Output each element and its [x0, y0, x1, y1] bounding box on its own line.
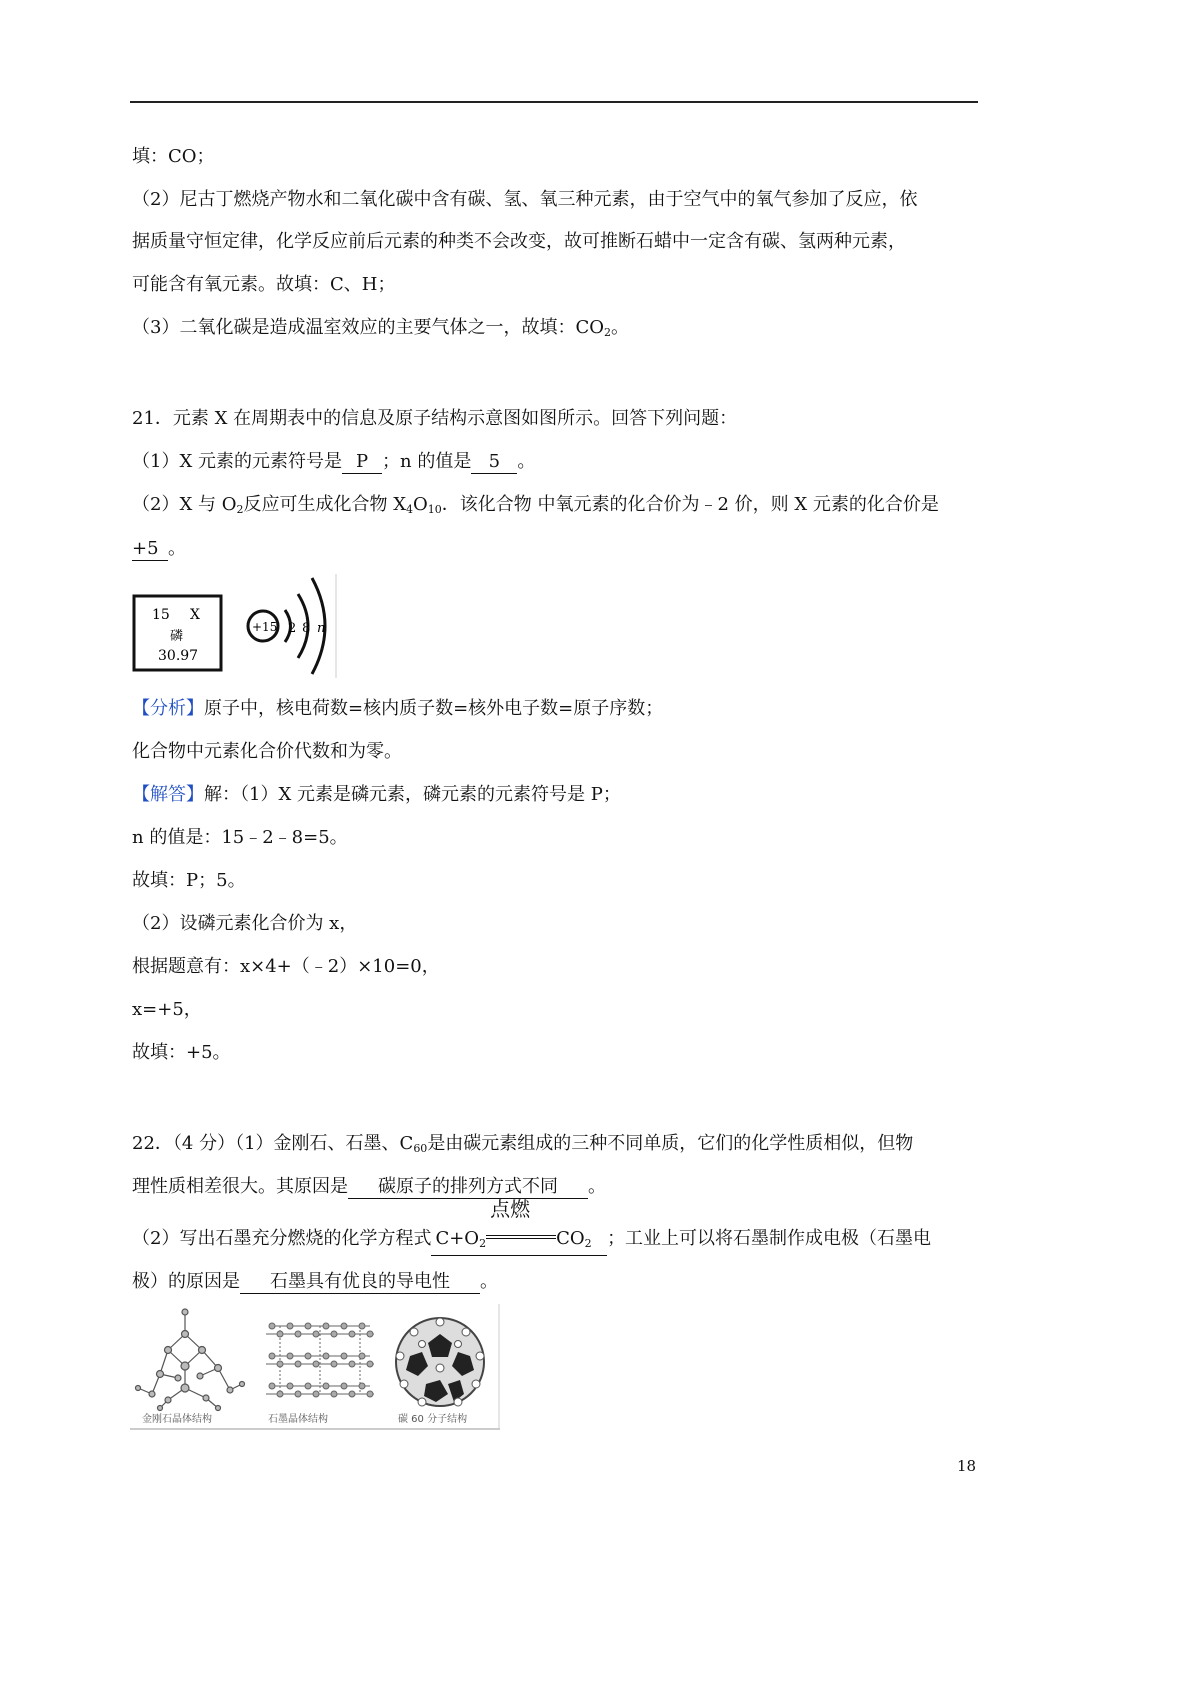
text: （2）X 与 O: [132, 494, 237, 515]
solution-line: [132, 782, 621, 808]
question-22-part-2-line-2: [132, 1269, 498, 1295]
question-21: 21．元素 X 在周期表中的信息及原子结构示意图如图所示。回答下列问题：: [132, 408, 738, 429]
atomic-number: 15: [152, 607, 170, 623]
text-line: n 的值是：15﹣2﹣8=5。: [132, 827, 348, 848]
text-line: （2）尼古丁燃烧产物水和二氧化碳中含有碳、氢、氧三种元素，由于空气中的氧气参加了反应，依: [132, 189, 918, 210]
eq-right: CO: [556, 1228, 585, 1249]
text-line: x=+5，: [132, 999, 202, 1020]
answer-blank: 碳原子的排列方式不同: [348, 1176, 588, 1199]
caption-graphite: 石墨晶体结构: [268, 1414, 328, 1425]
text-line: 故填：+5。: [132, 1042, 231, 1063]
analysis-tag: 【分析】: [132, 698, 204, 719]
question-21-part-1: [132, 449, 535, 475]
analysis-line: [132, 696, 663, 722]
solution-tag: 【解答】: [132, 784, 204, 805]
question-22-line-2: [132, 1174, 606, 1200]
text: 。: [610, 317, 629, 338]
condition-label: 点燃: [490, 1197, 531, 1221]
text-line: 故填：P；5。: [132, 870, 246, 891]
atomic-mass: 30.97: [158, 648, 199, 664]
text-line: 填：CO；: [132, 146, 215, 167]
text: 是由碳元素组成的三种不同单质，它们的化学性质相似，但物: [427, 1133, 914, 1154]
text-line: （2）设磷元素化合价为 x，: [132, 913, 358, 934]
shell-electrons-3: n: [317, 621, 326, 636]
text-line: 化合物中元素化合价代数和为零。: [132, 741, 402, 762]
text: 极）的原因是: [132, 1271, 240, 1292]
caption-c60: 碳 60 分子结构: [398, 1414, 468, 1425]
text: 。: [168, 538, 186, 559]
text-line: 根据题意有：x×4+（﹣2）×10=0，: [132, 956, 440, 977]
text: ；工业上可以将石墨制作成电极（石墨电: [607, 1228, 932, 1249]
text: （3）二氧化碳是造成温室效应的主要气体之一，故填：CO: [132, 317, 604, 338]
text: O: [413, 494, 428, 515]
text: 。: [588, 1176, 606, 1197]
condition-line-bottom: [486, 1238, 556, 1239]
text: 反应可生成化合物 X: [243, 494, 407, 515]
text: 。: [480, 1271, 498, 1292]
header-rule: [130, 101, 978, 103]
text: ；n 的值是: [382, 451, 472, 472]
question-21-part-2-answer: [132, 536, 186, 562]
question-22-part-2: [132, 1197, 932, 1256]
answer-blank: 石墨具有优良的导电性: [240, 1271, 480, 1294]
shell-electrons-1: 2: [288, 621, 297, 636]
answer-blank: +5: [132, 538, 168, 561]
subscript: 10: [427, 503, 442, 516]
element-symbol: X: [190, 607, 200, 623]
text-line: 据质量守恒定律，化学反应前后元素的种类不会改变，故可推断石蜡中一定含有碳、氢两种元素，: [132, 231, 906, 252]
question-22: [132, 1131, 913, 1162]
text: 22．（4 分）（1）金刚石、石墨、C: [132, 1133, 414, 1154]
condition-line-top: [486, 1235, 556, 1236]
eq-left: C+O: [435, 1228, 480, 1249]
text: ．该化合物 中氧元素的化合价为﹣2 价，则 X 元素的化合价是: [441, 494, 939, 515]
text-line: [132, 315, 629, 346]
answer-blank: 5: [471, 451, 517, 474]
element-name: 磷: [170, 629, 184, 644]
subscript: 4: [406, 503, 414, 516]
subscript: 2: [603, 326, 611, 339]
text: 原子中，核电荷数=核内质子数=核外电子数=原子序数；: [204, 698, 664, 719]
nucleus-charge: +15: [252, 620, 278, 634]
equation-blank: [431, 1197, 607, 1256]
text: （2）写出石墨充分燃烧的化学方程式: [132, 1228, 432, 1249]
question-21-part-2: [132, 492, 939, 523]
element-figure: [130, 574, 340, 678]
text: 解：（1）X 元素是磷元素，磷元素的元素符号是 P；: [204, 784, 621, 805]
text: （1）X 元素的元素符号是: [132, 451, 342, 472]
text: 。: [517, 451, 536, 472]
carbon-structures-figure: [130, 1304, 500, 1430]
answer-blank: P: [342, 451, 382, 474]
text: 理性质相差很大。其原因是: [132, 1176, 348, 1197]
caption-diamond: 金刚石晶体结构: [142, 1414, 212, 1425]
text-line: 可能含有氧元素。故填：C、H；: [132, 274, 396, 295]
c60-structure: [396, 1318, 484, 1406]
shell-electrons-2: 8: [302, 621, 311, 636]
page-number: 18: [957, 1457, 977, 1475]
subscript: 60: [413, 1142, 428, 1155]
subscript: 2: [236, 503, 244, 516]
reaction-condition: [486, 1197, 556, 1250]
subscript: 2: [584, 1237, 592, 1250]
subscript: 2: [479, 1237, 487, 1250]
